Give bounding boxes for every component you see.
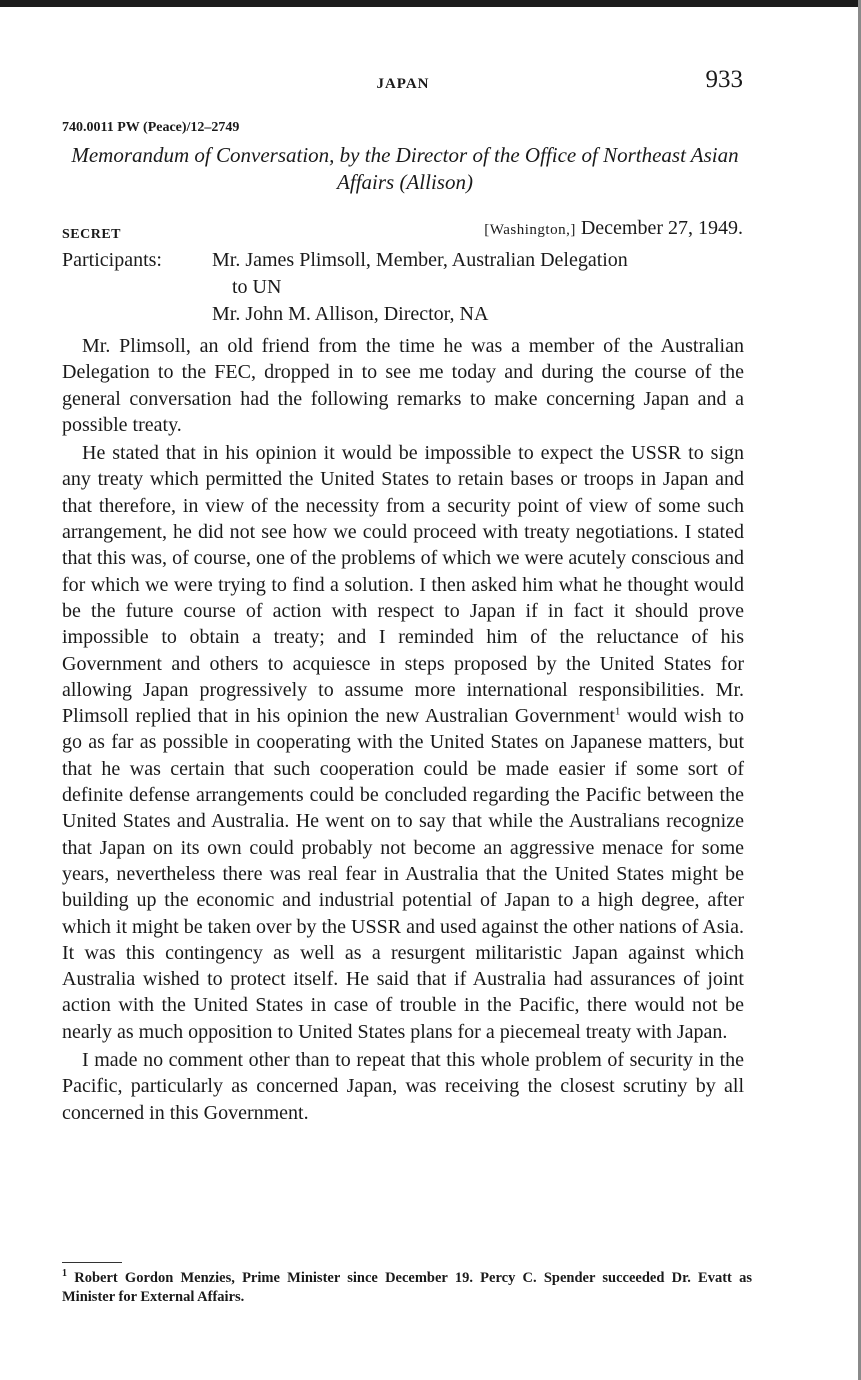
participants-label: Participants: (62, 249, 162, 271)
participant-plimsoll: Mr. James Plimsoll, Member, Australian Delegation (212, 249, 628, 271)
memorandum-body (62, 333, 744, 1126)
page-number: 933 (705, 66, 743, 93)
participant-plimsoll-continued: to UN (232, 276, 282, 298)
footnote-text: Robert Gordon Menzies, Prime Minister since December 19. Percy C. Spender succeeded Dr. Evatt as Minister for External Affairs. (62, 1270, 752, 1305)
paragraph-3: I made no comment other than to repeat that this whole problem of security in the Pacific, particularly as concerned Japan, was receiving the closest scrutiny by all concerned in this Government. (62, 1049, 744, 1124)
participant-allison: Mr. John M. Allison, Director, NA (212, 303, 489, 325)
footnote (62, 1269, 752, 1307)
page-top-border (0, 0, 861, 7)
footnote-divider (62, 1262, 122, 1263)
footnote-reference: 1 (614, 705, 621, 718)
running-title: JAPAN (376, 76, 430, 92)
dateline (484, 217, 743, 240)
dateline-place: [Washington,] (484, 222, 576, 238)
paragraph-2 (62, 440, 744, 1045)
document-title: Memorandum of Conversation, by the Director of the Office of Northeast Asian Affairs (Allison) (71, 143, 739, 194)
classification-label: SECRET (62, 227, 122, 242)
paragraph-2-part-b: would wish to go as far as possible in cooperating with the United States on Japanese matters, but that he was certain that such cooperation could be made easier if some sort of definite defense arrangements could be concluded regarding the Pacific between the United States and Australia. He went on to say that while the Australians recognize that Japan on its own could probably not become an aggressive menace for some years, nevertheless there was real fear in Australia that the United States might be building up the economic and industrial potential of Japan to a high degree, after which it might be taken over by the USSR and used against the other nations of Asia. It was this contingency as well as a resurgent militaristic Japan against which Australia wished to protect itself. He said that if Australia had assurances of joint action with the United States in case of trouble in the Pacific, there would not be nearly as much opposition to United States plans for a piecemeal treaty with Japan. (62, 705, 744, 1043)
dateline-date: December 27, 1949. (575, 217, 743, 239)
paragraph-1: Mr. Plimsoll, an old friend from the time he was a member of the Australian Delegation to the FEC, dropped in to see me today and during the course of the general conversation had the following remarks to make concerning Japan and a possible treaty. (62, 335, 744, 436)
footnote-number: 1 (62, 1268, 67, 1280)
paragraph-2-part-a: He stated that in his opinion it would be impossible to expect the USSR to sign any treaty which permitted the United States to retain bases or troops in Japan and that therefore, in view of the necessity from a security point of view of some such arrangement, he did not see how we could proceed with treaty negotiations. I stated that this was, of course, one of the problems of which we were acutely conscious and for which we were trying to find a solution. I then asked him what he thought would be the future course of action with respect to Japan if in fact it should prove impossible to obtain a treaty; and I reminded him of the reluctance of his Government and others to acquiesce in steps proposed by the United States for allowing Japan progressively to assume more international responsibilities. Mr. Plimsoll replied that in his opinion the new Australian Government (62, 442, 744, 728)
file-reference: 740.0011 PW (Peace)/12–2749 (62, 120, 240, 135)
